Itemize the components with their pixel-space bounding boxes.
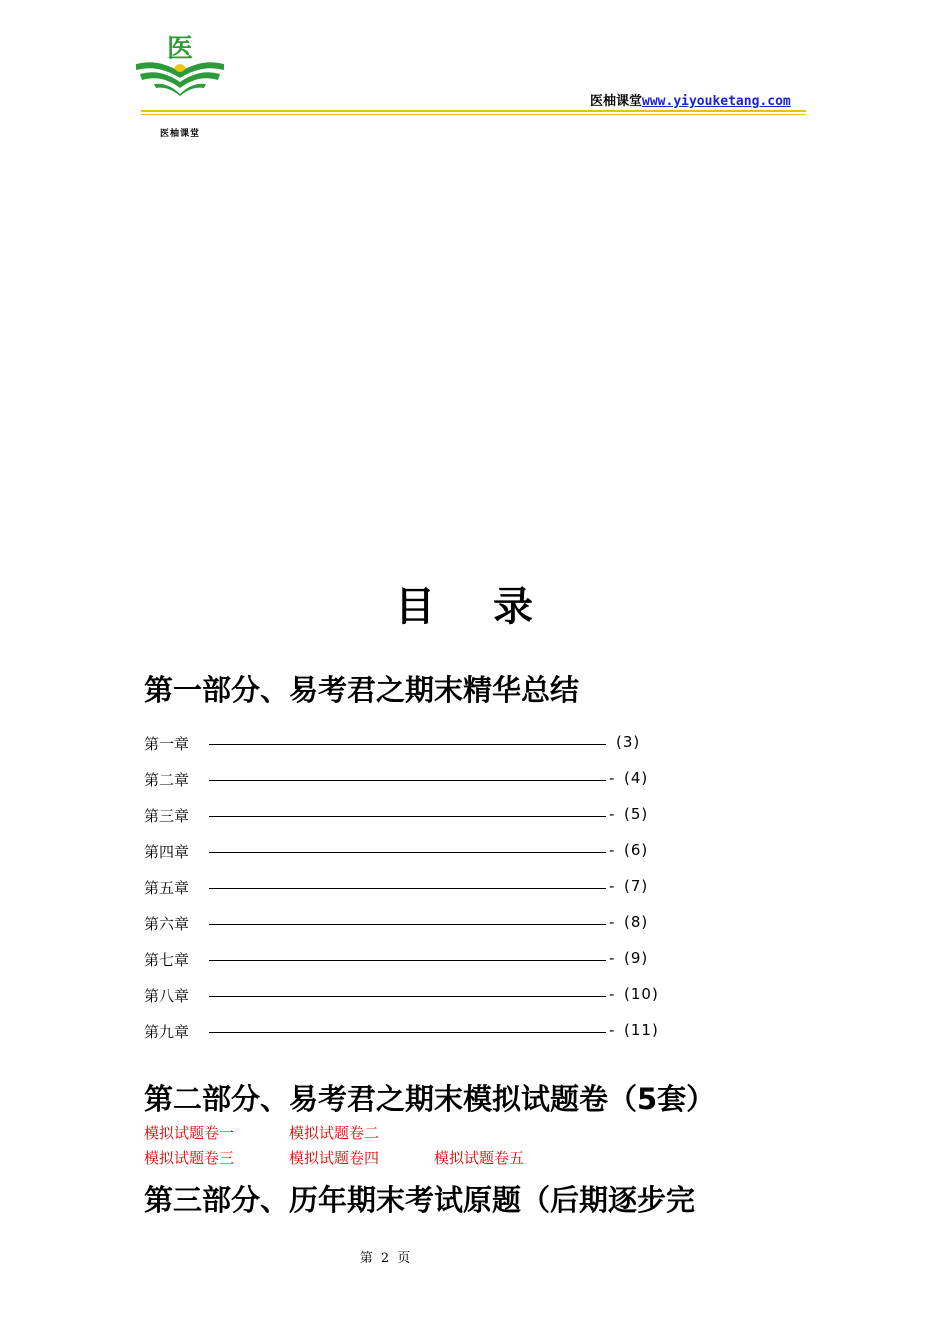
leader-dash: -	[609, 877, 615, 895]
logo-caption: 医柚课堂	[159, 129, 200, 139]
page-number: (5)	[624, 805, 649, 823]
chapter-label: 第二章	[144, 771, 190, 789]
chapter-label: 第五章	[144, 879, 190, 897]
toc-entry[interactable]	[144, 877, 704, 913]
leader-line	[209, 1032, 606, 1033]
toc-entry[interactable]	[144, 949, 704, 985]
mock-exam-link-2[interactable]: 模拟试题卷二	[289, 1124, 380, 1142]
leader-dash: -	[609, 805, 615, 823]
leader-line	[209, 888, 606, 889]
chapter-label: 第三章	[144, 807, 190, 825]
chapter-label: 第八章	[144, 987, 190, 1005]
leader-dash: -	[609, 913, 615, 931]
toc-title: 目 录	[395, 584, 555, 630]
leader-line	[209, 960, 606, 961]
chapter-label: 第六章	[144, 915, 190, 933]
leader-line	[209, 780, 606, 781]
page-number: (11)	[624, 1021, 659, 1039]
logo-glyph: 医	[166, 34, 194, 64]
part3-heading: 第三部分、历年期末考试原题（后期逐步完	[144, 1183, 696, 1217]
leader-dash: -	[609, 769, 615, 787]
chapter-label: 第七章	[144, 951, 190, 969]
toc-entry[interactable]	[144, 841, 704, 877]
leader-line	[209, 744, 606, 745]
chapter-label: 第一章	[144, 735, 190, 753]
part1-heading: 第一部分、易考君之期末精华总结	[144, 673, 580, 707]
toc-entry[interactable]	[144, 1021, 704, 1057]
toc-entry[interactable]	[144, 985, 704, 1021]
leader-dash: -	[609, 841, 615, 859]
leader-dash: -	[609, 949, 615, 967]
leader-line	[209, 924, 606, 925]
site-logo	[134, 32, 226, 139]
chapter-list	[144, 733, 704, 1057]
chapter-label: 第九章	[144, 1023, 190, 1041]
page-number: (3)	[616, 733, 641, 751]
leader-line	[209, 996, 606, 997]
part2-heading: 第二部分、易考君之期末模拟试题卷（5套）	[144, 1082, 716, 1116]
book-leaf-logo-icon	[134, 32, 226, 98]
toc-entry[interactable]	[144, 913, 704, 949]
page-number: (10)	[624, 985, 659, 1003]
header-rule	[141, 110, 806, 112]
site-name: 医柚课堂	[590, 94, 643, 109]
page-number: (4)	[624, 769, 649, 787]
mock-exam-link-5[interactable]: 模拟试题卷五	[434, 1149, 525, 1167]
mock-exam-link-1[interactable]: 模拟试题卷一	[144, 1124, 235, 1142]
page-number: (9)	[624, 949, 649, 967]
page-number: (7)	[624, 877, 649, 895]
leader-dash: -	[609, 985, 615, 1003]
page-number: (6)	[624, 841, 649, 859]
header-rule-thin	[141, 114, 806, 115]
chapter-label: 第四章	[144, 843, 190, 861]
toc-entry[interactable]	[144, 805, 704, 841]
mock-exam-link-4[interactable]: 模拟试题卷四	[289, 1149, 380, 1167]
toc-entry[interactable]	[144, 769, 704, 805]
leader-dash: -	[609, 1021, 615, 1039]
leader-line	[209, 852, 606, 853]
site-url-link[interactable]: www.yiyouketang.com	[642, 94, 791, 109]
mock-exam-link-3[interactable]: 模拟试题卷三	[144, 1149, 235, 1167]
leader-line	[209, 816, 606, 817]
page-footer: 第 2 页	[359, 1251, 411, 1266]
toc-entry[interactable]	[144, 733, 704, 769]
page-number: (8)	[624, 913, 649, 931]
header-site-info	[590, 90, 791, 109]
